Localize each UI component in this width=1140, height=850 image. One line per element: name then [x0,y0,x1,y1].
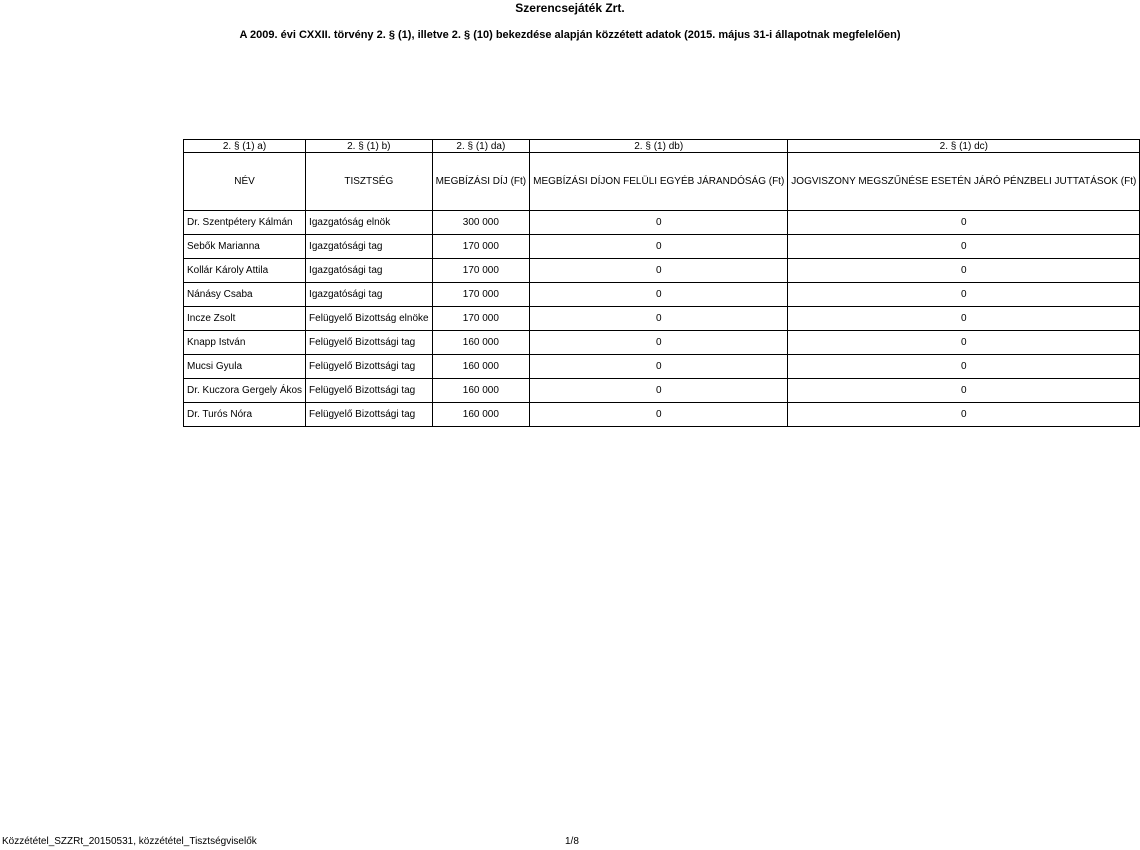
table-row [184,283,1140,307]
cell-severance: 0 [788,235,1140,259]
cell-fee: 160 000 [432,403,530,427]
cell-other-benefits: 0 [530,379,788,403]
cell-severance: 0 [788,259,1140,283]
cell-other-benefits: 0 [530,307,788,331]
cell-severance: 0 [788,355,1140,379]
cell-severance: 0 [788,211,1140,235]
cell-severance: 0 [788,307,1140,331]
cell-fee: 170 000 [432,235,530,259]
table-row [184,355,1140,379]
cell-severance: 0 [788,379,1140,403]
legal-reference-cell: 2. § (1) a) [184,140,306,153]
table-row [184,403,1140,427]
cell-severance: 0 [788,283,1140,307]
officers-table [183,139,1140,427]
cell-position: Felügyelő Bizottsági tag [306,403,433,427]
footer-page-number: 1/8 [565,836,579,847]
cell-other-benefits: 0 [530,403,788,427]
cell-position: Felügyelő Bizottsági tag [306,379,433,403]
cell-name: Knapp István [184,331,306,355]
cell-other-benefits: 0 [530,259,788,283]
cell-fee: 160 000 [432,355,530,379]
cell-fee: 160 000 [432,379,530,403]
cell-position: Igazgatósági tag [306,259,433,283]
cell-position: Igazgatóság elnök [306,211,433,235]
column-header-position: TISZTSÉG [306,153,433,211]
cell-position: Felügyelő Bizottsági tag [306,355,433,379]
cell-position: Felügyelő Bizottsági tag [306,331,433,355]
cell-name: Dr. Kuczora Gergely Ákos [184,379,306,403]
table-row [184,307,1140,331]
table-row [184,211,1140,235]
cell-fee: 160 000 [432,331,530,355]
cell-other-benefits: 0 [530,355,788,379]
cell-name: Dr. Turós Nóra [184,403,306,427]
column-header-other-benefits: MEGBÍZÁSI DÍJON FELÜLI EGYÉB JÁRANDÓSÁG (Ft) [530,153,788,211]
cell-position: Igazgatósági tag [306,235,433,259]
table-row [184,259,1140,283]
legal-reference-cell: 2. § (1) db) [530,140,788,153]
cell-fee: 170 000 [432,307,530,331]
cell-severance: 0 [788,403,1140,427]
cell-position: Felügyelő Bizottság elnöke [306,307,433,331]
table-row [184,331,1140,355]
cell-other-benefits: 0 [530,331,788,355]
column-header-name: NÉV [184,153,306,211]
cell-name: Dr. Szentpétery Kálmán [184,211,306,235]
cell-fee: 300 000 [432,211,530,235]
cell-name: Mucsi Gyula [184,355,306,379]
column-header-fee: MEGBÍZÁSI DÍJ (Ft) [432,153,530,211]
cell-fee: 170 000 [432,283,530,307]
legal-reference-cell: 2. § (1) dc) [788,140,1140,153]
table-row [184,379,1140,403]
document-subtitle: A 2009. évi CXXII. törvény 2. § (1), illetve 2. § (10) bekezdése alapján közzétett adatok (2015. május 31-i állapotnak megfelelően) [239,29,901,41]
cell-other-benefits: 0 [530,211,788,235]
cell-other-benefits: 0 [530,235,788,259]
cell-name: Sebők Marianna [184,235,306,259]
column-header-severance: JOGVISZONY MEGSZŰNÉSE ESETÉN JÁRÓ PÉNZBELI JUTTATÁSOK (Ft) [788,153,1140,211]
cell-name: Nánásy Csaba [184,283,306,307]
cell-name: Incze Zsolt [184,307,306,331]
cell-name: Kollár Károly Attila [184,259,306,283]
cell-other-benefits: 0 [530,283,788,307]
column-header-row [184,153,1140,211]
footer-document-id: Közzététel_SZZRt_20150531, közzététel_Tisztségviselők [2,836,257,847]
legal-reference-row [184,140,1140,153]
legal-reference-cell: 2. § (1) da) [432,140,530,153]
legal-reference-cell: 2. § (1) b) [306,140,433,153]
document-title: Szerencsejáték Zrt. [515,1,625,15]
cell-fee: 170 000 [432,259,530,283]
table-row [184,235,1140,259]
cell-position: Igazgatósági tag [306,283,433,307]
cell-severance: 0 [788,331,1140,355]
